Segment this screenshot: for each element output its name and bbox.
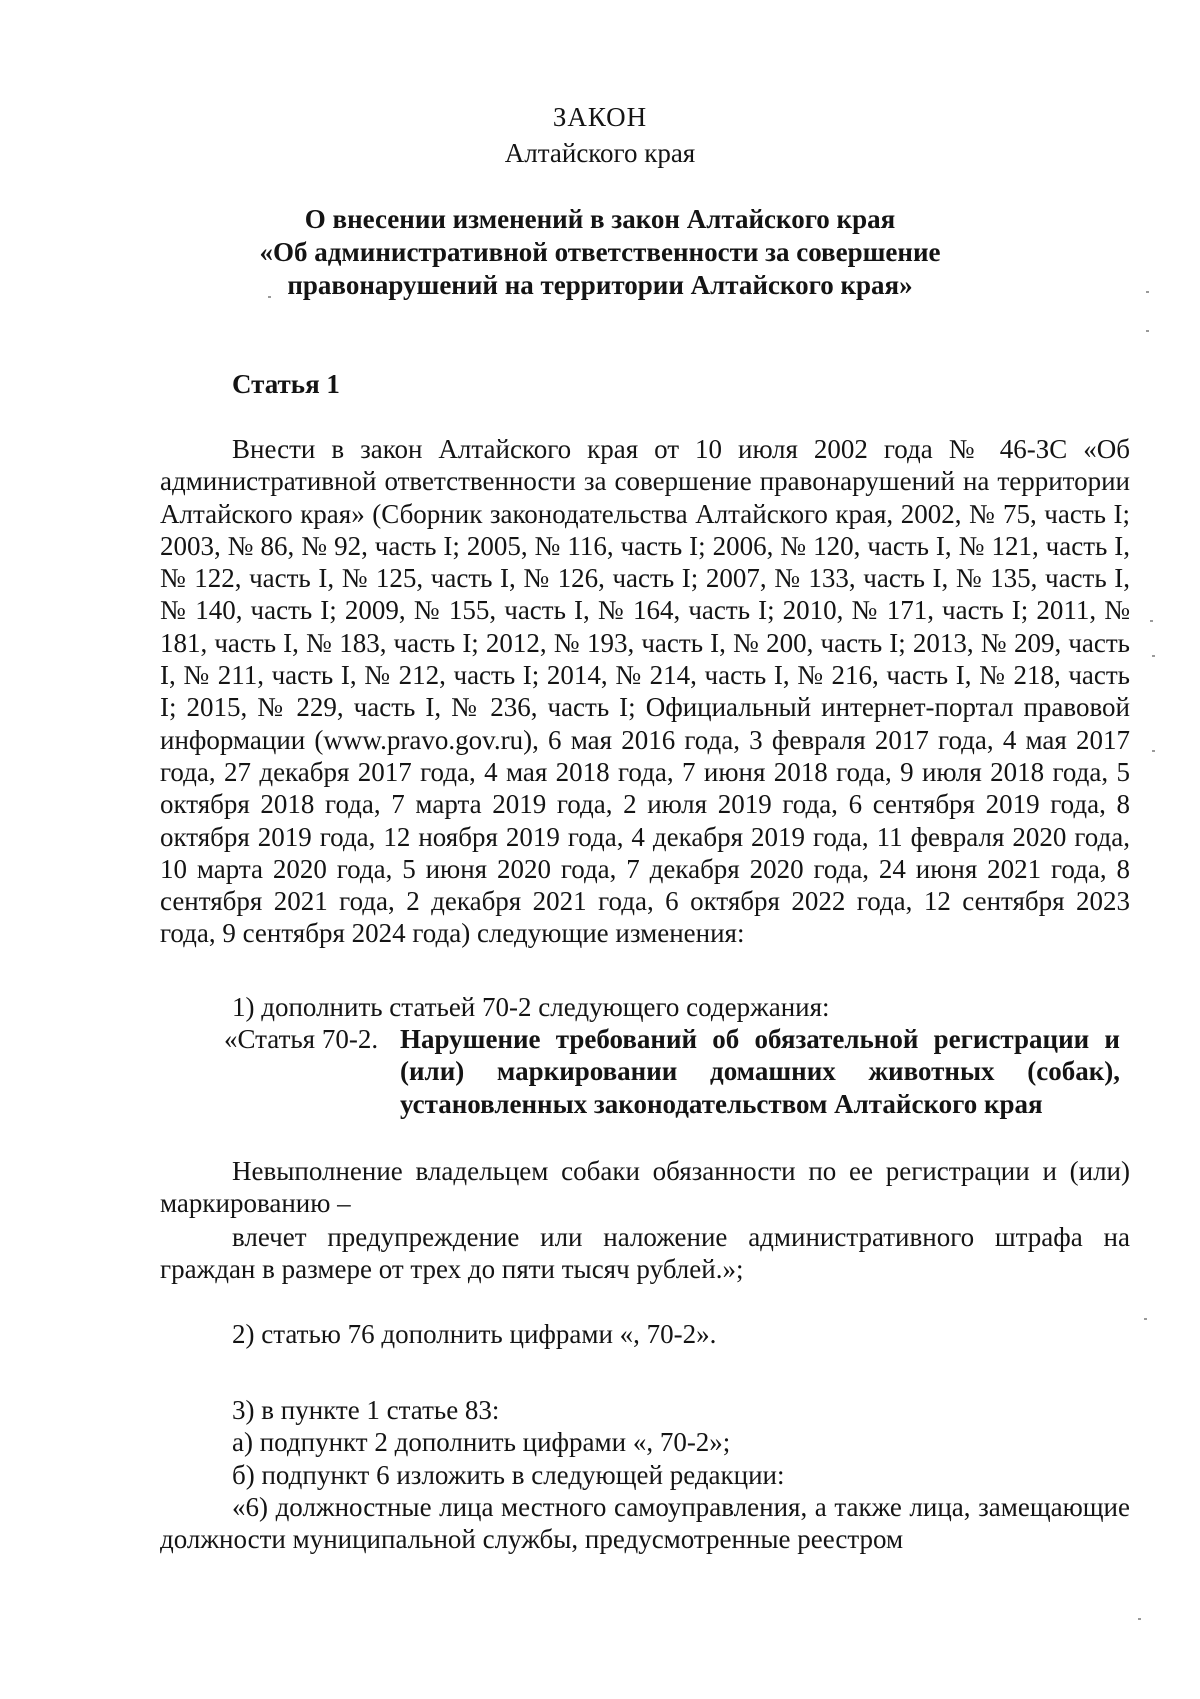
amendment-item-1: 1) дополнить статьей 70-2 следующего содержания:: [232, 992, 830, 1022]
amendment-item-3b: б) подпункт 6 изложить в следующей редакции:: [232, 1460, 785, 1490]
scan-speck: [1144, 1318, 1147, 1320]
new-article-number: «Статья 70-2.: [224, 1024, 379, 1054]
scan-speck: [268, 296, 271, 298]
amendment-item-3: 3) в пункте 1 статье 83:: [232, 1395, 500, 1425]
document-subtitle: Алтайского края: [504, 138, 696, 168]
scan-speck: [1146, 291, 1149, 293]
scan-speck: [1146, 330, 1149, 332]
article-intro-paragraph: Внести в закон Алтайского края от 10 июля 2002 года № 46-ЗС «Об административной ответственности за совершение правонарушений на территории Алтайского края» (Сборник законодательства Алтайского края, 2002, № 75, часть I; 2003, № 86, № 92, часть I; 2005, № 116, часть I; 2006, № 120, часть I, № 121, часть I, № 122, часть I, № 125, часть I, № 126, часть I; 2007, № 133, часть I, № 135, часть I, № 140, часть I; 2009, № 155, часть I, № 164, часть I; 2010, № 171, часть I; 2011, № 181, часть I, № 183, часть I; 2012, № 193, часть I, № 200, часть I; 2013, № 209, часть I, № 211, часть I, № 212, часть I; 2014, № 214, часть I, № 216, часть I, № 218, часть I; 2015, № 229, часть I, № 236, часть I; Официальный интернет-портал правовой информации (www.pravo.gov.ru), 6 мая 2016 года, 3 февраля 2017 года, 4 мая 2017 года, 27 декабря 2017 года, 4 мая 2018 года, 7 июня 2018 года, 9 июля 2018 года, 5 октября 2018 года, 7 марта 2019 года, 2 июля 2019 года, 6 сентября 2019 года, 8 октября 2019 года, 12 ноября 2019 года, 4 декабря 2019 года, 11 февраля 2020 года, 10 марта 2020 года, 5 июня 2020 года, 7 декабря 2020 года, 24 июня 2021 года, 8 сентября 2021 года, 2 декабря 2021 года, 6 октября 2022 года, 12 сентября 2023 года, 9 сентября 2024 года) следующие изменения:: [160, 434, 1130, 949]
scan-speck: [1150, 620, 1153, 622]
article-heading: Статья 1: [232, 369, 340, 399]
scan-speck: [1152, 750, 1155, 752]
amendment-item-2: 2) статью 76 дополнить цифрами «, 70-2».: [232, 1319, 717, 1349]
new-article-name: Нарушение требований об обязательной регистрации и (или) маркировании домашних животных (собак), установленных законодательством Алтайского края: [400, 1024, 1120, 1119]
law-heading: [0, 203, 1200, 302]
scan-speck: [1138, 1618, 1141, 1620]
article-sanction-paragraph: влечет предупреждение или наложение административного штрафа на граждан в размере от трех до пяти тысяч рублей.»;: [160, 1222, 1130, 1285]
document-title: ЗАКОН: [552, 102, 648, 132]
amendment-item-3a: а) подпункт 2 дополнить цифрами «, 70-2»;: [232, 1427, 731, 1457]
new-article-title: [224, 1023, 1130, 1120]
law-heading-line-2: «Об административной ответственности за совершение: [259, 237, 941, 267]
law-heading-line-3: правонарушений на территории Алтайского края»: [287, 270, 913, 300]
subitem-6-paragraph: «6) должностные лица местного самоуправления, а также лица, замещающие должности муниципальной службы, предусмотренные реестром: [160, 1492, 1130, 1555]
article-norm-paragraph: Невыполнение владельцем собаки обязанности по ее регистрации и (или) маркированию –: [160, 1156, 1130, 1219]
scan-speck: [1152, 655, 1155, 657]
law-heading-line-1: О внесении изменений в закон Алтайского края: [304, 204, 896, 234]
